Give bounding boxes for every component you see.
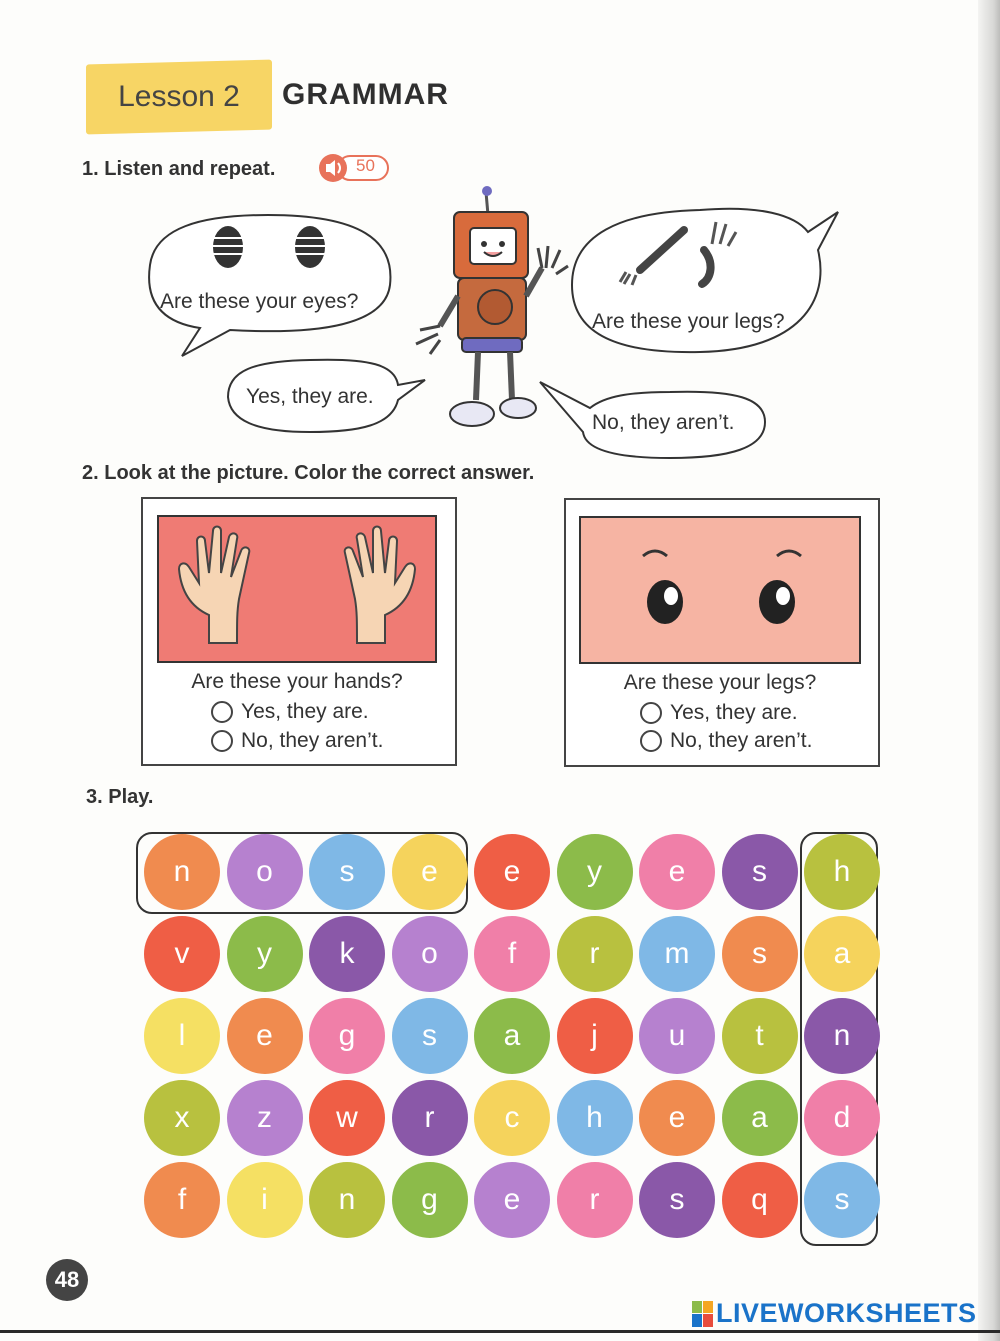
hands-option-no[interactable] [211, 729, 383, 753]
panel-hands-question: Are these your hands? [191, 670, 403, 693]
letter-cell[interactable]: o [392, 916, 468, 992]
section-title: GRAMMAR [282, 78, 449, 111]
letter-cell[interactable]: j [557, 998, 633, 1074]
letter-cell[interactable]: s [309, 834, 385, 910]
letter-cell[interactable]: f [144, 1162, 220, 1238]
letter-cell[interactable]: d [804, 1080, 880, 1156]
letter-cell[interactable]: r [557, 916, 633, 992]
letter-cell[interactable]: e [474, 834, 550, 910]
letter-cell[interactable]: z [227, 1080, 303, 1156]
letter-cell[interactable]: s [639, 1162, 715, 1238]
radio-button[interactable] [211, 730, 233, 752]
page-number: 48 [46, 1259, 88, 1301]
letter-cell[interactable]: h [804, 834, 880, 910]
letter-cell[interactable]: e [227, 998, 303, 1074]
letter-cell[interactable]: f [474, 916, 550, 992]
letter-cell[interactable]: u [639, 998, 715, 1074]
brand-logo[interactable] [692, 1298, 977, 1329]
letter-cell[interactable]: r [557, 1162, 633, 1238]
bubble-legs-text: Are these your legs? [592, 310, 785, 333]
letter-cell[interactable]: v [144, 916, 220, 992]
bubble-no-text: No, they aren’t. [592, 411, 735, 434]
brand-name: LIVEWORKSHEETS [716, 1298, 977, 1328]
cartoon-eyes-icon [581, 518, 859, 662]
bubble-eyes [149, 215, 390, 356]
letter-cell[interactable]: h [557, 1080, 633, 1156]
radio-button[interactable] [211, 701, 233, 723]
exercise1-title: 1. Listen and repeat. [82, 158, 276, 180]
robot-icon [416, 186, 568, 426]
letter-cell[interactable]: c [474, 1080, 550, 1156]
speech-illustration [0, 0, 1000, 470]
hands-option-yes[interactable] [211, 700, 369, 724]
letter-cell[interactable]: m [639, 916, 715, 992]
hands-picture [157, 515, 437, 663]
panel-eyes-question: Are these your legs? [623, 671, 817, 694]
letter-cell[interactable]: e [639, 834, 715, 910]
letter-cell[interactable]: e [392, 834, 468, 910]
option-label: No, they aren’t. [670, 729, 813, 752]
option-label: Yes, they are. [241, 700, 369, 723]
exercise3-title: 3. Play. [86, 786, 154, 808]
letter-cell[interactable]: e [474, 1162, 550, 1238]
letter-cell[interactable]: y [557, 834, 633, 910]
letter-cell[interactable]: r [392, 1080, 468, 1156]
letter-cell[interactable]: a [804, 916, 880, 992]
exercise2-title: 2. Look at the picture. Color the correct answer. [82, 462, 535, 484]
letter-cell[interactable]: x [144, 1080, 220, 1156]
logo-mark-icon [692, 1301, 712, 1327]
letter-cell[interactable]: q [722, 1162, 798, 1238]
bubble-yes-text: Yes, they are. [246, 385, 374, 408]
bottom-rule [0, 1330, 1000, 1333]
eyes-picture [579, 516, 861, 664]
letter-cell[interactable]: y [227, 916, 303, 992]
letter-cell[interactable]: s [722, 834, 798, 910]
letter-cell[interactable]: a [722, 1080, 798, 1156]
bubble-eyes-text: Are these your eyes? [160, 290, 359, 313]
radio-button[interactable] [640, 702, 662, 724]
letter-cell[interactable]: n [144, 834, 220, 910]
letter-cell[interactable]: k [309, 916, 385, 992]
radio-button[interactable] [640, 730, 662, 752]
letter-cell[interactable]: g [392, 1162, 468, 1238]
eyes-option-yes[interactable] [640, 701, 798, 725]
letter-cell[interactable]: t [722, 998, 798, 1074]
hands-icon [159, 517, 435, 661]
option-label: No, they aren’t. [241, 729, 384, 752]
audio-track-number: 50 [356, 156, 375, 175]
letter-cell[interactable]: g [309, 998, 385, 1074]
eyes-option-no[interactable] [640, 729, 812, 753]
letter-cell[interactable]: e [639, 1080, 715, 1156]
letter-cell[interactable]: n [804, 998, 880, 1074]
letter-cell[interactable]: w [309, 1080, 385, 1156]
lesson-label: Lesson 2 [118, 80, 240, 113]
letter-cell[interactable]: o [227, 834, 303, 910]
letter-cell[interactable]: l [144, 998, 220, 1074]
letter-grid [140, 832, 880, 1242]
letter-cell[interactable]: s [804, 1162, 880, 1238]
option-label: Yes, they are. [670, 701, 798, 724]
letter-cell[interactable]: n [309, 1162, 385, 1238]
letter-cell[interactable]: a [474, 998, 550, 1074]
letter-cell[interactable]: i [227, 1162, 303, 1238]
letter-cell[interactable]: s [392, 998, 468, 1074]
letter-cell[interactable]: s [722, 916, 798, 992]
